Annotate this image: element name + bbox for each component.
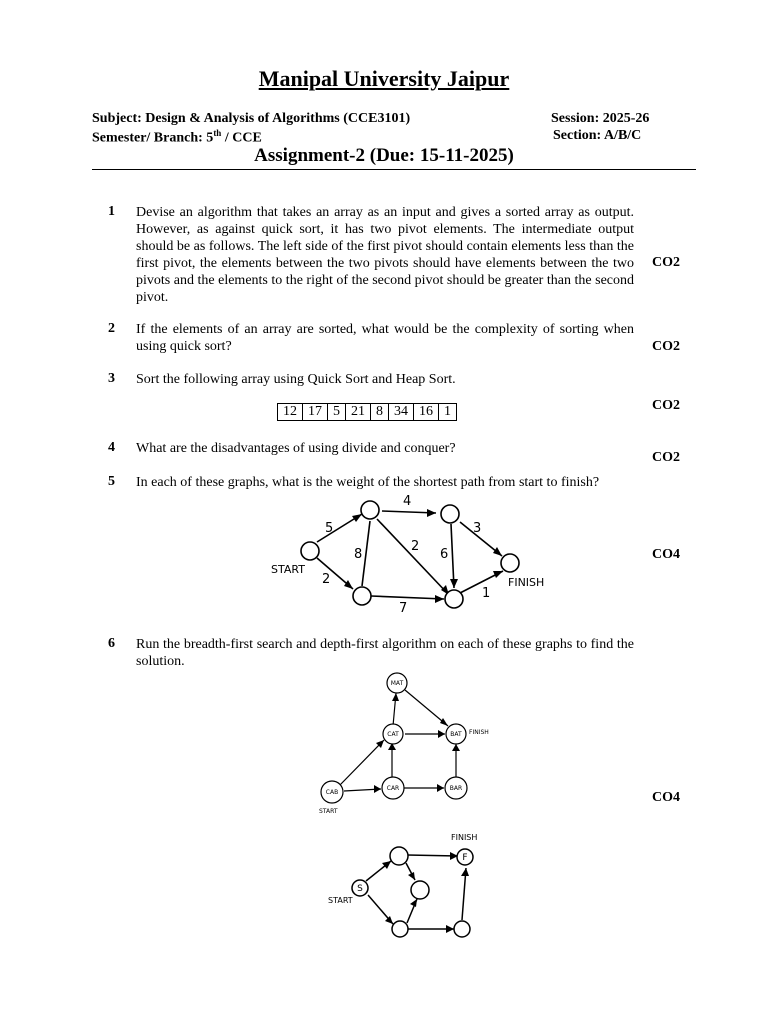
graph-node <box>353 587 371 605</box>
question-text: If the elements of an array are sorted, what would be the complexity of sorting when using quick sort? <box>136 322 634 354</box>
node-label: F <box>462 853 468 863</box>
array-cell: 17 <box>303 404 328 421</box>
semester-suffix: / CCE <box>221 130 262 146</box>
node-label: S <box>357 884 363 894</box>
subject-line: Subject: Design & Analysis of Algorithms (CCE3101) <box>92 111 411 126</box>
semester-line <box>92 128 262 147</box>
array-row <box>278 404 457 421</box>
array-cell: 8 <box>371 404 389 421</box>
assignment-title: Assignment-2 (Due: 15-11-2025) <box>254 145 514 166</box>
directed-graph <box>320 828 500 948</box>
array-cell: 16 <box>414 404 439 421</box>
node-label: CAR <box>386 785 400 792</box>
finish-label: FINISH <box>469 729 489 736</box>
question-number: 3 <box>108 371 115 386</box>
header-rule <box>92 169 696 170</box>
course-outcome: CO2 <box>652 450 680 465</box>
edge-weight: 7 <box>399 601 408 616</box>
course-outcome: CO4 <box>652 547 680 562</box>
edge-weight: 4 <box>403 494 412 509</box>
course-outcome: CO2 <box>652 398 680 413</box>
finish-label: FINISH <box>508 576 545 589</box>
edge-weight: 2 <box>411 539 420 554</box>
word-graph <box>310 668 510 818</box>
array-cell: 1 <box>439 404 457 421</box>
node-label: MAT <box>390 680 404 687</box>
course-outcome: CO2 <box>652 255 680 270</box>
question-text: Run the breadth-first search and depth-first algorithm on each of these graphs to find the solution. <box>136 637 634 669</box>
edge-weight: 3 <box>473 521 482 536</box>
section-line: Section: A/B/C <box>553 128 642 143</box>
array-cell: 12 <box>278 404 303 421</box>
array-cell: 5 <box>328 404 346 421</box>
question-text: Devise an algorithm that takes an array as an input and gives a sorted array as output. However, as against quick sort, it has two pivot elements. The intermediate output should be as follows. The left side of the first pivot should contain elements less than the first pivot, the elements between the two pivots should have elements between the two pivots and the elements to the right of the second pivot should be greater than the second pivot. <box>136 205 634 305</box>
course-outcome: CO2 <box>652 339 680 354</box>
node-label: BAT <box>450 731 462 738</box>
edge-weight: 1 <box>482 586 491 601</box>
graph-node <box>501 554 519 572</box>
array-table <box>277 403 457 421</box>
finish-label: FINISH <box>451 833 478 842</box>
graph-node <box>301 542 319 560</box>
semester-sup: th <box>213 128 222 138</box>
start-label: START <box>328 896 353 905</box>
node-label: CAT <box>387 731 399 738</box>
question-text: In each of these graphs, what is the weight of the shortest path from start to finish? <box>136 475 600 490</box>
session-line: Session: 2025-26 <box>551 111 650 126</box>
question-number: 4 <box>108 440 115 455</box>
graph-node <box>390 847 408 865</box>
graph-node <box>454 921 470 937</box>
semester-prefix: Semester/ Branch: 5 <box>92 130 214 146</box>
edge-weight: 6 <box>440 547 449 562</box>
weighted-graph <box>265 492 565 620</box>
question-number: 2 <box>108 321 115 336</box>
question-number: 6 <box>108 636 115 651</box>
question-text: Sort the following array using Quick Sort and Heap Sort. <box>136 372 456 387</box>
question-number: 5 <box>108 474 115 489</box>
node-label: BAR <box>449 785 463 792</box>
start-label: START <box>271 563 305 576</box>
graph-node <box>361 501 379 519</box>
graph-node <box>445 590 463 608</box>
graph-node <box>392 921 408 937</box>
array-cell: 21 <box>346 404 371 421</box>
edge-weight: 8 <box>354 547 363 562</box>
edge-weight: 5 <box>325 521 334 536</box>
graph-node <box>411 881 429 899</box>
array-cell: 34 <box>389 404 414 421</box>
edge-weight: 2 <box>322 572 331 587</box>
question-number: 1 <box>108 204 115 219</box>
university-title: Manipal University Jaipur <box>258 66 510 91</box>
course-outcome: CO4 <box>652 790 680 805</box>
node-label: CAB <box>325 789 339 796</box>
start-label: START <box>319 808 338 815</box>
graph-node <box>441 505 459 523</box>
question-text: What are the disadvantages of using divide and conquer? <box>136 441 456 456</box>
